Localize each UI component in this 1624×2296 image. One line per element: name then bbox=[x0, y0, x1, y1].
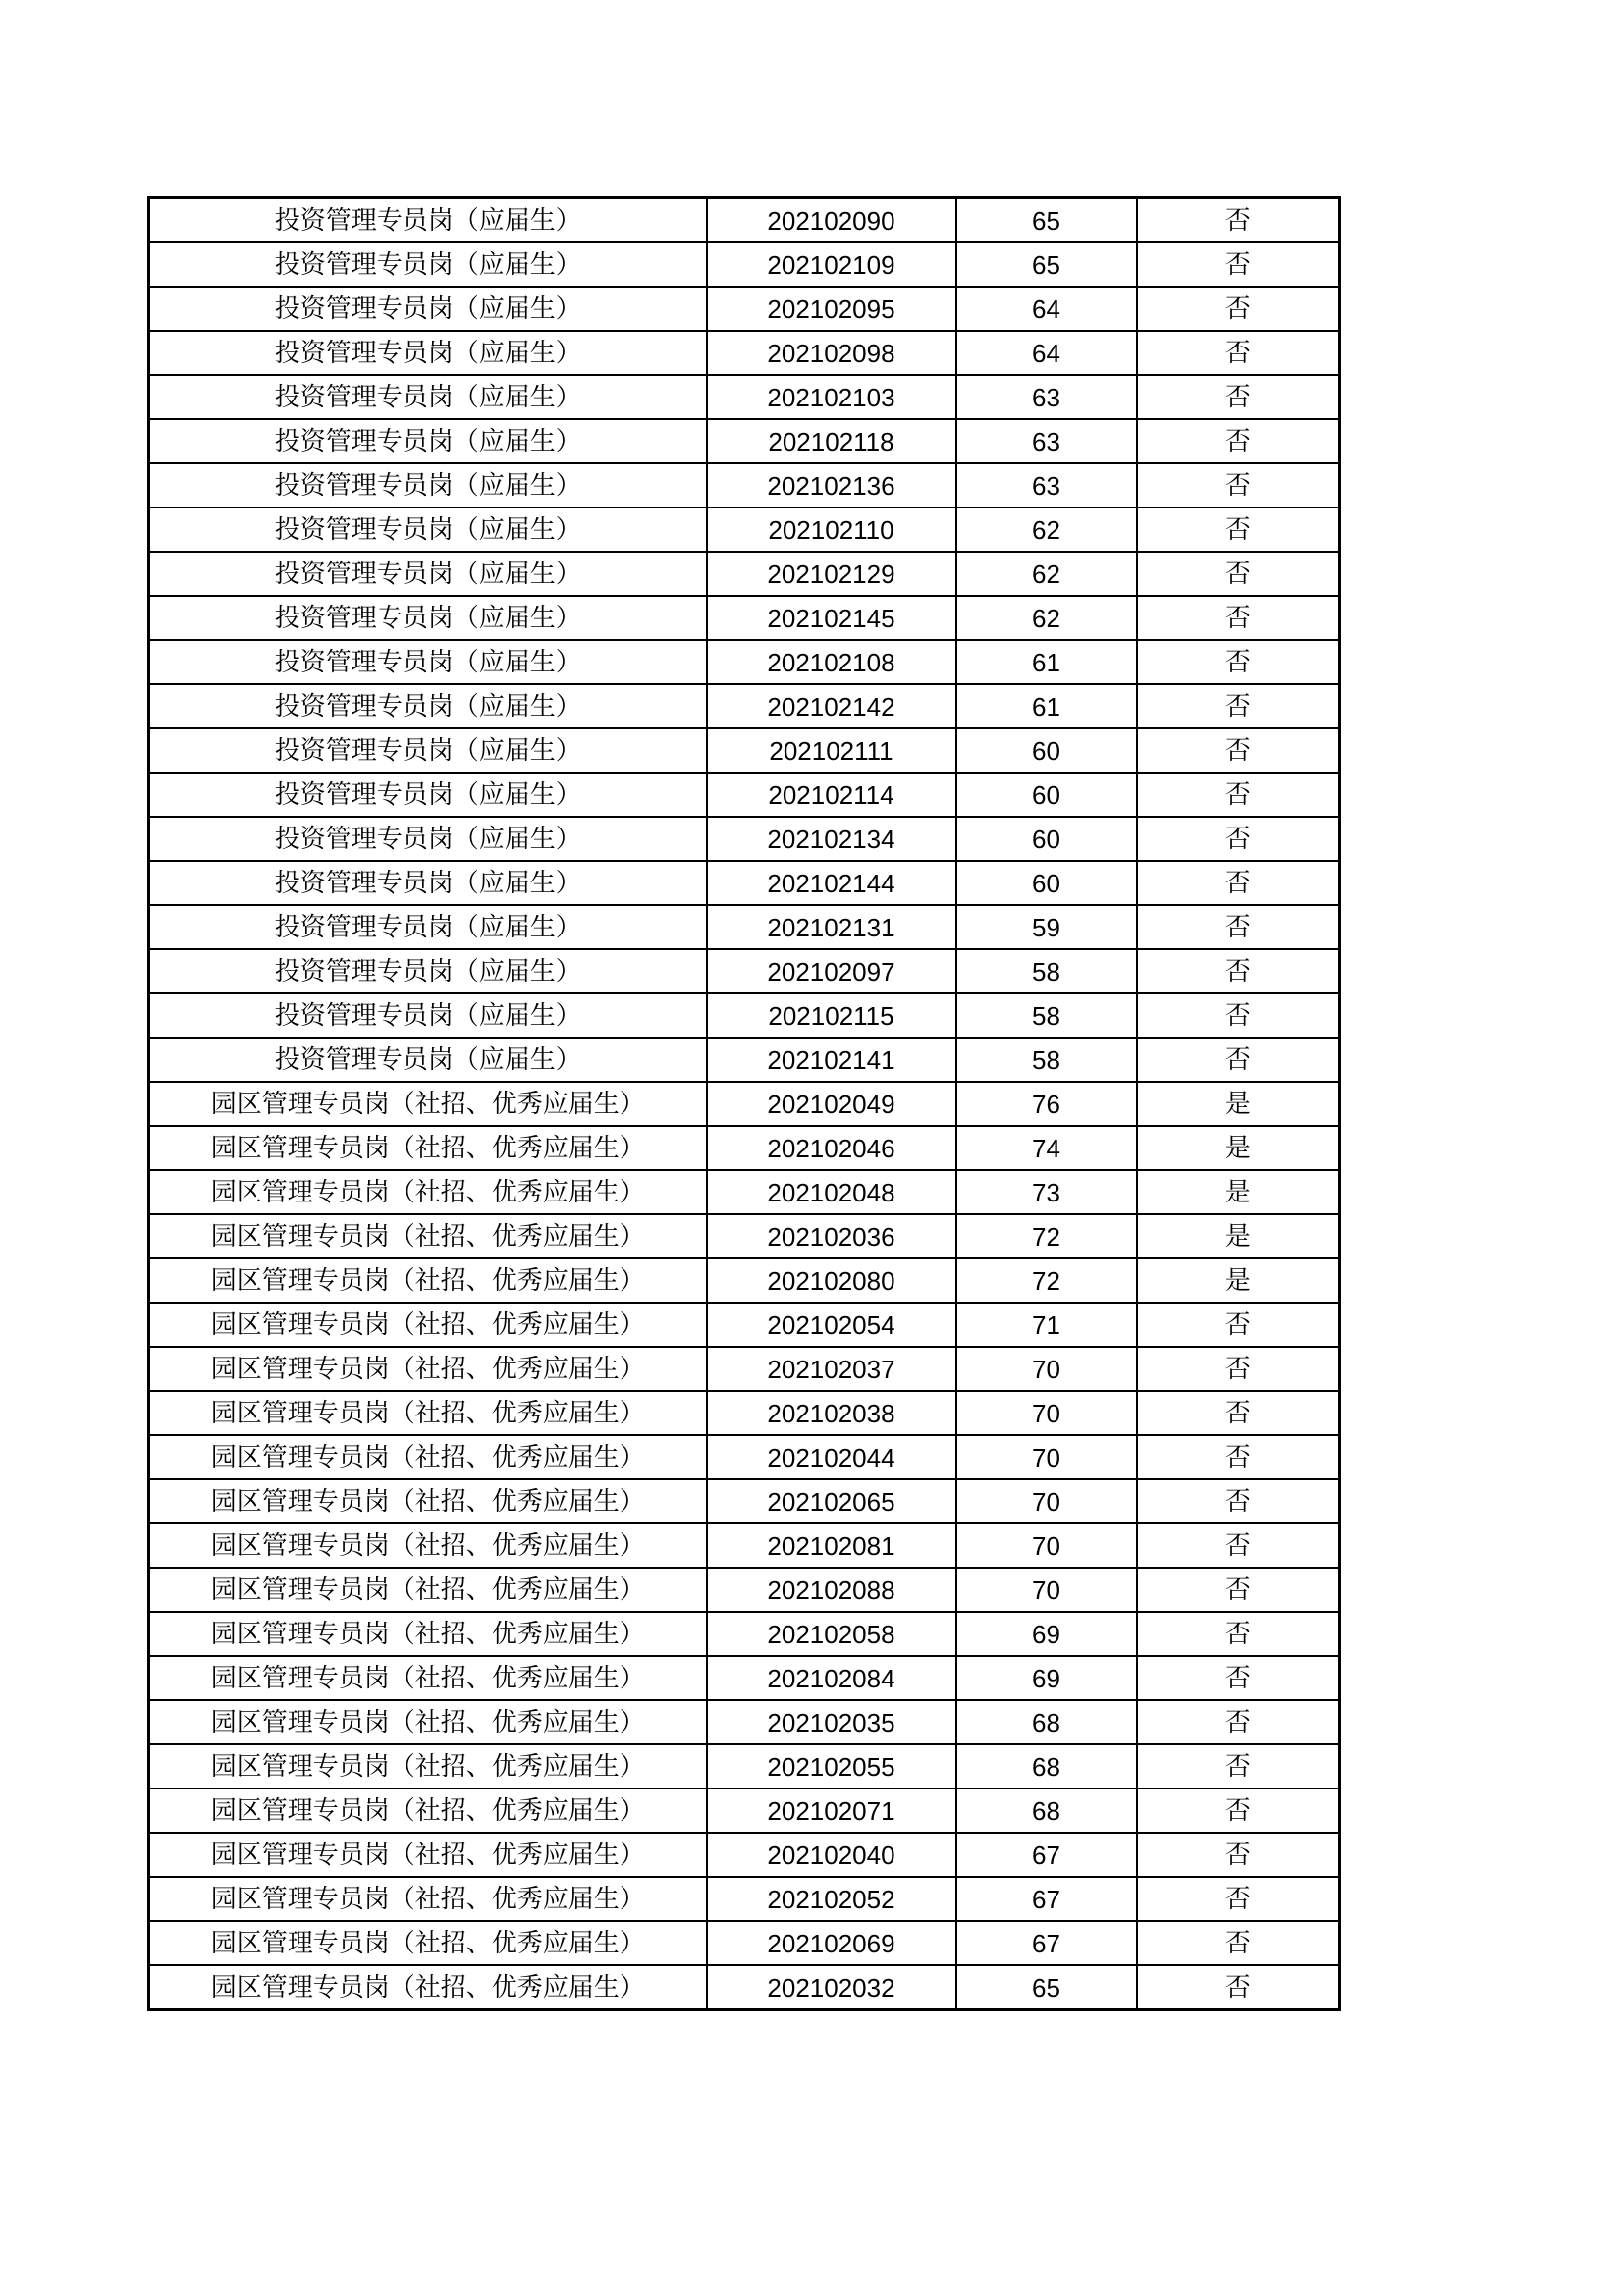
table-row bbox=[149, 1833, 1340, 1877]
table-row bbox=[149, 198, 1340, 243]
position-cell: 园区管理专员岗（社招、优秀应届生） bbox=[149, 1347, 707, 1391]
score-cell: 63 bbox=[956, 463, 1137, 507]
candidate-id-cell: 202102109 bbox=[707, 242, 956, 287]
candidate-id-cell: 202102114 bbox=[707, 773, 956, 817]
score-cell: 62 bbox=[956, 596, 1137, 640]
table-row bbox=[149, 1082, 1340, 1126]
selected-cell: 否 bbox=[1137, 331, 1340, 375]
position-cell: 园区管理专员岗（社招、优秀应届生） bbox=[149, 1303, 707, 1347]
score-cell: 68 bbox=[956, 1789, 1137, 1833]
selected-cell: 是 bbox=[1137, 1170, 1340, 1214]
score-cell: 67 bbox=[956, 1833, 1137, 1877]
score-cell: 72 bbox=[956, 1214, 1137, 1258]
selected-cell: 否 bbox=[1137, 1877, 1340, 1921]
candidate-id-cell: 202102080 bbox=[707, 1258, 956, 1303]
selected-cell: 否 bbox=[1137, 640, 1340, 684]
selected-cell: 否 bbox=[1137, 552, 1340, 596]
score-cell: 63 bbox=[956, 375, 1137, 419]
position-cell: 投资管理专员岗（应届生） bbox=[149, 905, 707, 949]
candidate-id-cell: 202102071 bbox=[707, 1789, 956, 1833]
table-row bbox=[149, 1921, 1340, 1965]
selected-cell: 是 bbox=[1137, 1082, 1340, 1126]
table-row bbox=[149, 1612, 1340, 1656]
candidate-id-cell: 202102065 bbox=[707, 1479, 956, 1523]
position-cell: 投资管理专员岗（应届生） bbox=[149, 817, 707, 861]
table-row bbox=[149, 728, 1340, 773]
position-cell: 园区管理专员岗（社招、优秀应届生） bbox=[149, 1479, 707, 1523]
candidate-id-cell: 202102038 bbox=[707, 1391, 956, 1435]
candidate-id-cell: 202102095 bbox=[707, 287, 956, 331]
selected-cell: 否 bbox=[1137, 507, 1340, 552]
table-row bbox=[149, 287, 1340, 331]
score-cell: 70 bbox=[956, 1479, 1137, 1523]
table-row bbox=[149, 375, 1340, 419]
position-cell: 投资管理专员岗（应届生） bbox=[149, 684, 707, 728]
position-cell: 园区管理专员岗（社招、优秀应届生） bbox=[149, 1214, 707, 1258]
selected-cell: 否 bbox=[1137, 684, 1340, 728]
score-cell: 62 bbox=[956, 552, 1137, 596]
table-row bbox=[149, 1523, 1340, 1568]
position-cell: 投资管理专员岗（应届生） bbox=[149, 287, 707, 331]
selected-cell: 否 bbox=[1137, 287, 1340, 331]
candidate-id-cell: 202102035 bbox=[707, 1700, 956, 1744]
selected-cell: 否 bbox=[1137, 1612, 1340, 1656]
candidate-id-cell: 202102036 bbox=[707, 1214, 956, 1258]
table-row bbox=[149, 419, 1340, 463]
position-cell: 投资管理专员岗（应届生） bbox=[149, 552, 707, 596]
position-cell: 园区管理专员岗（社招、优秀应届生） bbox=[149, 1921, 707, 1965]
score-cell: 58 bbox=[956, 993, 1137, 1038]
table-row bbox=[149, 817, 1340, 861]
table-row bbox=[149, 1744, 1340, 1789]
table-row bbox=[149, 1568, 1340, 1612]
score-cell: 67 bbox=[956, 1877, 1137, 1921]
selected-cell: 是 bbox=[1137, 1126, 1340, 1170]
score-cell: 70 bbox=[956, 1435, 1137, 1479]
table-row bbox=[149, 596, 1340, 640]
score-cell: 70 bbox=[956, 1347, 1137, 1391]
position-cell: 园区管理专员岗（社招、优秀应届生） bbox=[149, 1126, 707, 1170]
candidate-id-cell: 202102118 bbox=[707, 419, 956, 463]
table-row bbox=[149, 861, 1340, 905]
score-cell: 60 bbox=[956, 817, 1137, 861]
selected-cell: 否 bbox=[1137, 242, 1340, 287]
position-cell: 投资管理专员岗（应届生） bbox=[149, 242, 707, 287]
selected-cell: 否 bbox=[1137, 1744, 1340, 1789]
candidate-id-cell: 202102040 bbox=[707, 1833, 956, 1877]
score-cell: 69 bbox=[956, 1656, 1137, 1700]
candidate-id-cell: 202102115 bbox=[707, 993, 956, 1038]
candidate-id-cell: 202102088 bbox=[707, 1568, 956, 1612]
score-cell: 68 bbox=[956, 1700, 1137, 1744]
table-row bbox=[149, 1214, 1340, 1258]
table-row bbox=[149, 905, 1340, 949]
position-cell: 投资管理专员岗（应届生） bbox=[149, 463, 707, 507]
score-cell: 64 bbox=[956, 287, 1137, 331]
candidate-id-cell: 202102129 bbox=[707, 552, 956, 596]
selected-cell: 否 bbox=[1137, 1965, 1340, 2010]
candidate-id-cell: 202102055 bbox=[707, 1744, 956, 1789]
selected-cell: 否 bbox=[1137, 1921, 1340, 1965]
score-cell: 70 bbox=[956, 1523, 1137, 1568]
candidate-id-cell: 202102037 bbox=[707, 1347, 956, 1391]
table-row bbox=[149, 1965, 1340, 2010]
position-cell: 园区管理专员岗（社招、优秀应届生） bbox=[149, 1523, 707, 1568]
score-cell: 65 bbox=[956, 198, 1137, 243]
candidate-id-cell: 202102134 bbox=[707, 817, 956, 861]
candidate-id-cell: 202102049 bbox=[707, 1082, 956, 1126]
position-cell: 园区管理专员岗（社招、优秀应届生） bbox=[149, 1877, 707, 1921]
position-cell: 园区管理专员岗（社招、优秀应届生） bbox=[149, 1391, 707, 1435]
position-cell: 园区管理专员岗（社招、优秀应届生） bbox=[149, 1170, 707, 1214]
selected-cell: 否 bbox=[1137, 1391, 1340, 1435]
position-cell: 投资管理专员岗（应届生） bbox=[149, 198, 707, 243]
selected-cell: 否 bbox=[1137, 1568, 1340, 1612]
selected-cell: 否 bbox=[1137, 419, 1340, 463]
score-cell: 62 bbox=[956, 507, 1137, 552]
position-cell: 投资管理专员岗（应届生） bbox=[149, 861, 707, 905]
table-row bbox=[149, 1479, 1340, 1523]
selected-cell: 否 bbox=[1137, 993, 1340, 1038]
candidate-id-cell: 202102054 bbox=[707, 1303, 956, 1347]
score-cell: 60 bbox=[956, 861, 1137, 905]
selected-cell: 是 bbox=[1137, 1258, 1340, 1303]
selected-cell: 否 bbox=[1137, 1347, 1340, 1391]
position-cell: 投资管理专员岗（应届生） bbox=[149, 331, 707, 375]
position-cell: 园区管理专员岗（社招、优秀应届生） bbox=[149, 1833, 707, 1877]
selected-cell: 否 bbox=[1137, 1700, 1340, 1744]
selected-cell: 否 bbox=[1137, 1303, 1340, 1347]
score-cell: 61 bbox=[956, 640, 1137, 684]
candidate-id-cell: 202102136 bbox=[707, 463, 956, 507]
table-row bbox=[149, 1170, 1340, 1214]
candidate-id-cell: 202102103 bbox=[707, 375, 956, 419]
table-row bbox=[149, 1435, 1340, 1479]
table-row bbox=[149, 1877, 1340, 1921]
selected-cell: 否 bbox=[1137, 1038, 1340, 1082]
position-cell: 投资管理专员岗（应届生） bbox=[149, 773, 707, 817]
selected-cell: 否 bbox=[1137, 817, 1340, 861]
position-cell: 投资管理专员岗（应届生） bbox=[149, 596, 707, 640]
table-row bbox=[149, 331, 1340, 375]
position-cell: 投资管理专员岗（应届生） bbox=[149, 993, 707, 1038]
position-cell: 投资管理专员岗（应届生） bbox=[149, 640, 707, 684]
score-cell: 60 bbox=[956, 773, 1137, 817]
table-row bbox=[149, 463, 1340, 507]
score-cell: 76 bbox=[956, 1082, 1137, 1126]
position-cell: 园区管理专员岗（社招、优秀应届生） bbox=[149, 1435, 707, 1479]
selected-cell: 否 bbox=[1137, 463, 1340, 507]
score-cell: 58 bbox=[956, 1038, 1137, 1082]
candidate-id-cell: 202102058 bbox=[707, 1612, 956, 1656]
score-cell: 59 bbox=[956, 905, 1137, 949]
score-cell: 60 bbox=[956, 728, 1137, 773]
position-cell: 园区管理专员岗（社招、优秀应届生） bbox=[149, 1744, 707, 1789]
candidate-id-cell: 202102069 bbox=[707, 1921, 956, 1965]
table-row bbox=[149, 1347, 1340, 1391]
score-cell: 63 bbox=[956, 419, 1137, 463]
score-cell: 71 bbox=[956, 1303, 1137, 1347]
position-cell: 园区管理专员岗（社招、优秀应届生） bbox=[149, 1656, 707, 1700]
selected-cell: 否 bbox=[1137, 905, 1340, 949]
score-cell: 70 bbox=[956, 1568, 1137, 1612]
selected-cell: 否 bbox=[1137, 198, 1340, 243]
selected-cell: 否 bbox=[1137, 949, 1340, 993]
position-cell: 投资管理专员岗（应届生） bbox=[149, 949, 707, 993]
candidate-id-cell: 202102081 bbox=[707, 1523, 956, 1568]
table-row bbox=[149, 1789, 1340, 1833]
candidate-id-cell: 202102046 bbox=[707, 1126, 956, 1170]
selected-cell: 否 bbox=[1137, 375, 1340, 419]
score-cell: 72 bbox=[956, 1258, 1137, 1303]
score-cell: 68 bbox=[956, 1744, 1137, 1789]
selected-cell: 否 bbox=[1137, 1833, 1340, 1877]
results-table bbox=[147, 196, 1341, 2011]
position-cell: 园区管理专员岗（社招、优秀应届生） bbox=[149, 1568, 707, 1612]
selected-cell: 是 bbox=[1137, 1214, 1340, 1258]
score-cell: 61 bbox=[956, 684, 1137, 728]
score-cell: 58 bbox=[956, 949, 1137, 993]
candidate-id-cell: 202102145 bbox=[707, 596, 956, 640]
score-cell: 65 bbox=[956, 1965, 1137, 2010]
table-body bbox=[149, 198, 1340, 2010]
position-cell: 投资管理专员岗（应届生） bbox=[149, 507, 707, 552]
candidate-id-cell: 202102110 bbox=[707, 507, 956, 552]
score-cell: 73 bbox=[956, 1170, 1137, 1214]
table-row bbox=[149, 640, 1340, 684]
selected-cell: 否 bbox=[1137, 1435, 1340, 1479]
selected-cell: 否 bbox=[1137, 1523, 1340, 1568]
position-cell: 园区管理专员岗（社招、优秀应届生） bbox=[149, 1965, 707, 2010]
score-cell: 70 bbox=[956, 1391, 1137, 1435]
position-cell: 园区管理专员岗（社招、优秀应届生） bbox=[149, 1082, 707, 1126]
position-cell: 投资管理专员岗（应届生） bbox=[149, 728, 707, 773]
table-row bbox=[149, 1126, 1340, 1170]
score-cell: 65 bbox=[956, 242, 1137, 287]
candidate-id-cell: 202102142 bbox=[707, 684, 956, 728]
position-cell: 园区管理专员岗（社招、优秀应届生） bbox=[149, 1789, 707, 1833]
table-row bbox=[149, 1700, 1340, 1744]
table-row bbox=[149, 1303, 1340, 1347]
candidate-id-cell: 202102098 bbox=[707, 331, 956, 375]
score-cell: 74 bbox=[956, 1126, 1137, 1170]
selected-cell: 否 bbox=[1137, 1656, 1340, 1700]
table-row bbox=[149, 1038, 1340, 1082]
candidate-id-cell: 202102108 bbox=[707, 640, 956, 684]
table-row bbox=[149, 684, 1340, 728]
position-cell: 园区管理专员岗（社招、优秀应届生） bbox=[149, 1700, 707, 1744]
table-row bbox=[149, 1656, 1340, 1700]
selected-cell: 否 bbox=[1137, 861, 1340, 905]
selected-cell: 否 bbox=[1137, 1789, 1340, 1833]
table-row bbox=[149, 552, 1340, 596]
score-cell: 69 bbox=[956, 1612, 1137, 1656]
candidate-id-cell: 202102131 bbox=[707, 905, 956, 949]
selected-cell: 否 bbox=[1137, 773, 1340, 817]
selected-cell: 否 bbox=[1137, 728, 1340, 773]
table-row bbox=[149, 507, 1340, 552]
table-row bbox=[149, 242, 1340, 287]
table-row bbox=[149, 949, 1340, 993]
score-cell: 67 bbox=[956, 1921, 1137, 1965]
candidate-id-cell: 202102044 bbox=[707, 1435, 956, 1479]
candidate-id-cell: 202102111 bbox=[707, 728, 956, 773]
table-row bbox=[149, 993, 1340, 1038]
candidate-id-cell: 202102084 bbox=[707, 1656, 956, 1700]
position-cell: 投资管理专员岗（应届生） bbox=[149, 375, 707, 419]
candidate-id-cell: 202102048 bbox=[707, 1170, 956, 1214]
candidate-id-cell: 202102141 bbox=[707, 1038, 956, 1082]
position-cell: 园区管理专员岗（社招、优秀应届生） bbox=[149, 1612, 707, 1656]
position-cell: 园区管理专员岗（社招、优秀应届生） bbox=[149, 1258, 707, 1303]
score-cell: 64 bbox=[956, 331, 1137, 375]
position-cell: 投资管理专员岗（应届生） bbox=[149, 419, 707, 463]
candidate-id-cell: 202102144 bbox=[707, 861, 956, 905]
candidate-id-cell: 202102090 bbox=[707, 198, 956, 243]
candidate-id-cell: 202102097 bbox=[707, 949, 956, 993]
selected-cell: 否 bbox=[1137, 1479, 1340, 1523]
table-row bbox=[149, 1258, 1340, 1303]
candidate-id-cell: 202102052 bbox=[707, 1877, 956, 1921]
position-cell: 投资管理专员岗（应届生） bbox=[149, 1038, 707, 1082]
selected-cell: 否 bbox=[1137, 596, 1340, 640]
table-row bbox=[149, 1391, 1340, 1435]
table-row bbox=[149, 773, 1340, 817]
candidate-id-cell: 202102032 bbox=[707, 1965, 956, 2010]
